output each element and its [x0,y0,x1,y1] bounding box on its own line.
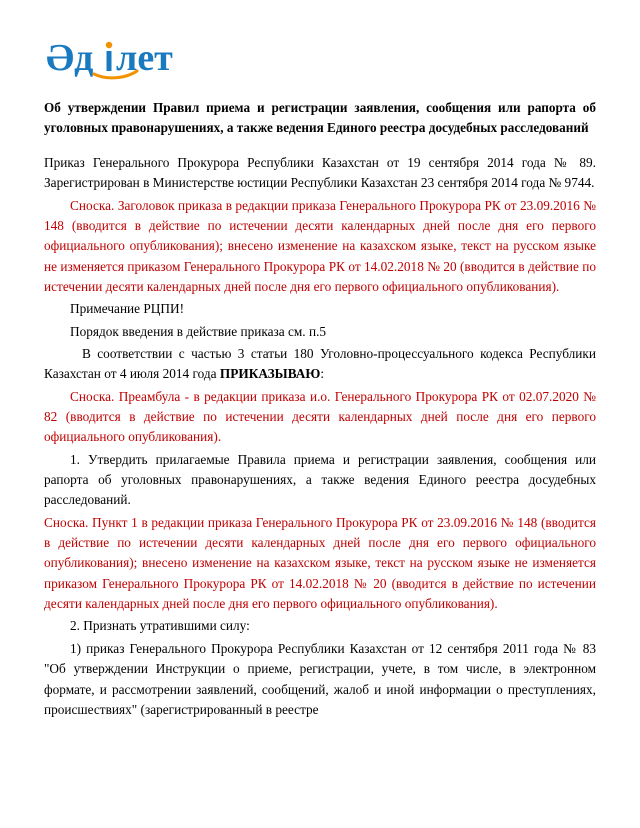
paragraph-item-2: 2. Признать утратившими силу: [70,618,250,634]
footnote-preamble-revision: Сноска. Преамбула - в редакции приказа и.о. Генерального Прокурора РК от 02.07.2020 № 82 (вводится в действие по истечении десяти календарных дней после дня его первого официального опубликования). [44,388,596,445]
preamble-colon: : [320,366,325,382]
paragraph-item-1: 1. Утвердить прилагаемые Правила приема и регистрации заявления, сообщения или рапорта об уголовных правонарушениях, а также ведения Единого реестра досудебных расследований. [44,451,596,508]
paragraph-rcpi-note: Примечание РЦПИ! [70,301,185,317]
svg-text:лет: лет [116,37,173,79]
footnote-item1-revision: Сноска. Пункт 1 в редакции приказа Генерального Прокурора РК от 23.09.2016 № 148 (вводится в действие по истечении десяти календарных дней после дня его первого официального опубликования); внесено изменение на казахском языке, текст на русском языке не изменяется приказом Генерального Прокурора РК от 14.02.2018 № 20 (вводится в действие по истечении десяти календарных дней после дня его первого официального опубликования). [44,514,596,612]
prikazyvayu-word: ПРИКАЗЫВАЮ [219,366,321,382]
paragraph-item-2-sub-1: 1) приказ Генерального Прокурора Республики Казахстан от 12 сентября 2011 года № 83 "Об утверждении Инструкции о приеме, регистрации, учете, в том числе, в электронном формате, и рассмотрении заявлений, сообщений, жалоб и иной информации о преступлениях, происшествиях" (зарегистрированный в реестре [44,640,596,717]
paragraph-preamble [44,344,596,385]
preamble-text: В соответствии с частью 3 статьи 180 Уголовно-процессуального кодекса Республики Казахстан от 4 июля 2014 года [44,346,596,382]
paragraph-registration-info: Приказ Генерального Прокурора Республики Казахстан от 19 сентября 2014 года № 89. Зарегистрирован в Министерстве юстиции Республики Казахстан 23 сентября 2014 года № 9744. [44,154,596,191]
adilet-logo[interactable] [46,34,196,80]
page-title: Об утверждении Правил приема и регистрации заявления, сообщения или рапорта об уголовных правонарушениях, а также ведения Единого реестра досудебных расследований [44,100,596,136]
svg-text:Әд: Әд [46,37,94,79]
paragraph-enactment-order: Порядок введения в действие приказа см. п.5 [70,323,327,339]
logo-dot-icon [106,42,113,49]
footnote-title-revision: Сноска. Заголовок приказа в редакции приказа Генерального Прокурора РК от 23.09.2016 № 148 (вводится в действие по истечении десяти календарных дней после дня его первого официального опубликования); внесено изменение на казахском языке, текст на русском языке не изменяется приказом Генерального Прокурора РК от 14.02.2018 № 20 (вводится в действие по истечении десяти календарных дней после дня его первого официального опубликования). [44,197,596,294]
